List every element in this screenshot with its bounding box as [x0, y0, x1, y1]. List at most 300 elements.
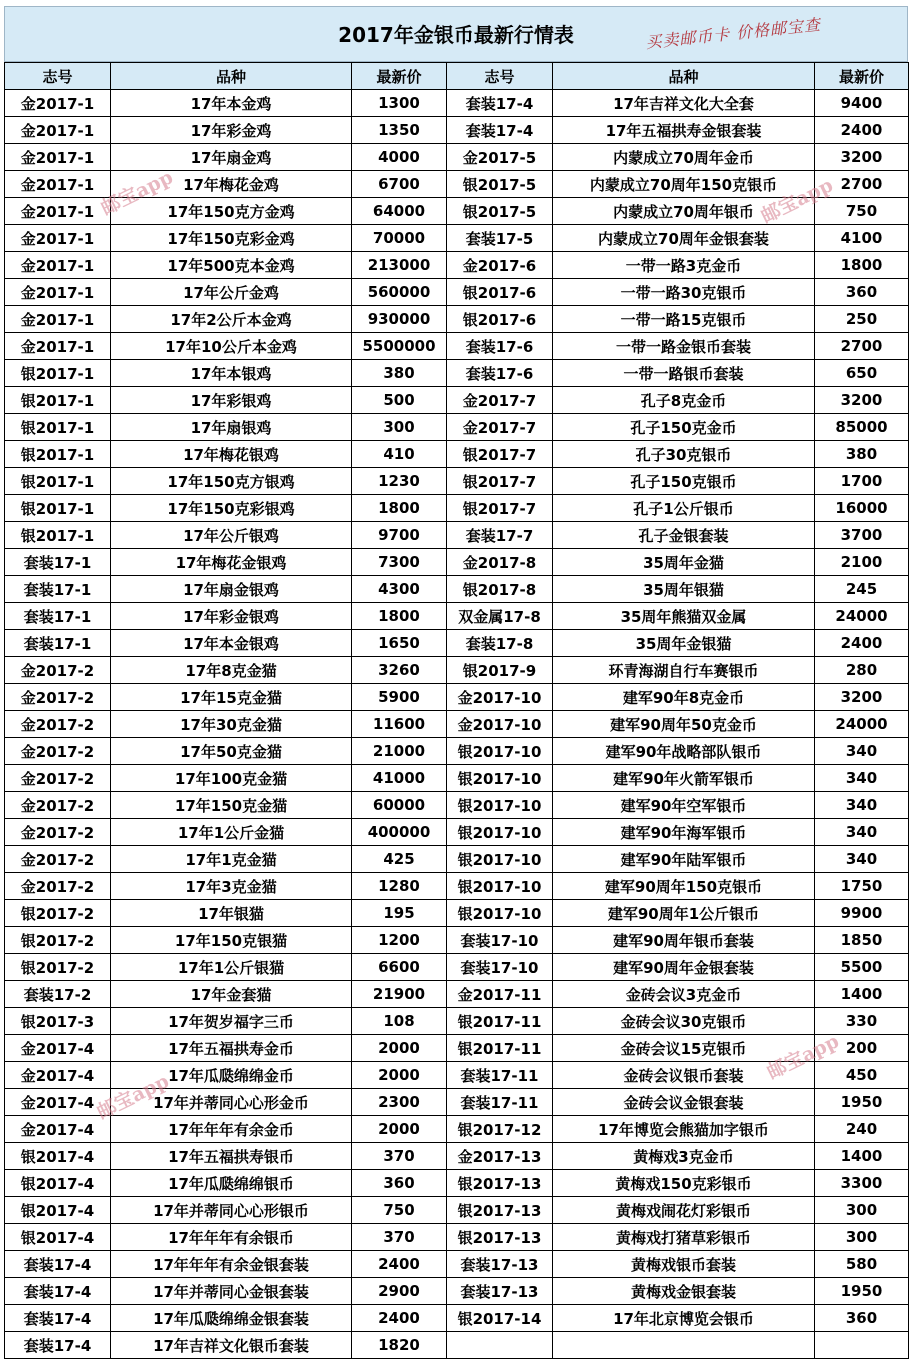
cell-price-left: 7300: [352, 549, 447, 576]
cell-variety-right: 孔子150克银币: [553, 468, 815, 495]
cell-variety-right: 黄梅戏金银套装: [553, 1278, 815, 1305]
header-price-right: 最新价: [815, 63, 909, 90]
cell-variety-left: 17年彩金鸡: [111, 117, 352, 144]
cell-variety-left: 17年年年有余金币: [111, 1116, 352, 1143]
cell-code-right: 银2017-5: [447, 198, 553, 225]
table-row: [5, 1278, 909, 1305]
cell-variety-left: 17年公斤银鸡: [111, 522, 352, 549]
cell-code-left: 套装17-1: [5, 603, 111, 630]
cell-price-right: 1800: [815, 252, 909, 279]
header-variety-left: 品种: [111, 63, 352, 90]
table-row: [5, 1089, 909, 1116]
table-row: [5, 198, 909, 225]
cell-code-left: 银2017-1: [5, 468, 111, 495]
cell-price-right: 280: [815, 657, 909, 684]
cell-variety-right: 建军90周年150克银币: [553, 873, 815, 900]
cell-variety-right: 一带一路30克银币: [553, 279, 815, 306]
cell-variety-right: 金砖会议30克银币: [553, 1008, 815, 1035]
price-sheet: [4, 6, 908, 1359]
table-row: [5, 576, 909, 603]
cell-variety-left: 17年1克金猫: [111, 846, 352, 873]
cell-code-left: 套装17-1: [5, 630, 111, 657]
cell-code-right: 银2017-5: [447, 171, 553, 198]
cell-code-left: 金2017-1: [5, 90, 111, 117]
cell-variety-right: 建军90周年50克金币: [553, 711, 815, 738]
cell-price-right: 3200: [815, 144, 909, 171]
cell-code-left: 金2017-1: [5, 252, 111, 279]
cell-price-left: 9700: [352, 522, 447, 549]
cell-price-right: 24000: [815, 711, 909, 738]
cell-price-left: 2000: [352, 1062, 447, 1089]
cell-variety-left: 17年150克方金鸡: [111, 198, 352, 225]
cell-code-right: 银2017-6: [447, 306, 553, 333]
cell-price-right: 380: [815, 441, 909, 468]
cell-code-left: 银2017-1: [5, 522, 111, 549]
cell-price-left: 400000: [352, 819, 447, 846]
cell-code-right: 银2017-13: [447, 1170, 553, 1197]
cell-variety-right: 内蒙成立70周年金币: [553, 144, 815, 171]
cell-price-right: 1750: [815, 873, 909, 900]
table-row: [5, 387, 909, 414]
table-row: [5, 171, 909, 198]
cell-price-right: 1950: [815, 1278, 909, 1305]
cell-code-right: 银2017-6: [447, 279, 553, 306]
cell-code-left: 金2017-2: [5, 657, 111, 684]
cell-price-left: 1230: [352, 468, 447, 495]
table-row: [5, 333, 909, 360]
cell-variety-right: 金砖会议银币套装: [553, 1062, 815, 1089]
header-variety-right: 品种: [553, 63, 815, 90]
table-row: [5, 468, 909, 495]
cell-price-left: 300: [352, 414, 447, 441]
cell-variety-left: 17年五福拱寿银币: [111, 1143, 352, 1170]
cell-variety-left: 17年瓜瓞绵绵金银套装: [111, 1305, 352, 1332]
cell-code-right: 银2017-14: [447, 1305, 553, 1332]
cell-variety-left: 17年15克金猫: [111, 684, 352, 711]
cell-variety-left: 17年100克金猫: [111, 765, 352, 792]
cell-variety-left: 17年2公斤本金鸡: [111, 306, 352, 333]
cell-price-right: 9400: [815, 90, 909, 117]
cell-variety-right: 黄梅戏3克金币: [553, 1143, 815, 1170]
cell-code-right: 金2017-8: [447, 549, 553, 576]
cell-variety-right: 35周年熊猫双金属: [553, 603, 815, 630]
cell-price-left: 370: [352, 1143, 447, 1170]
cell-code-left: 银2017-2: [5, 927, 111, 954]
table-row: [5, 738, 909, 765]
cell-price-right: [815, 1332, 909, 1359]
cell-price-right: 16000: [815, 495, 909, 522]
cell-variety-right: 建军90周年银币套装: [553, 927, 815, 954]
table-row: [5, 873, 909, 900]
cell-code-right: 银2017-11: [447, 1035, 553, 1062]
cell-price-right: 2100: [815, 549, 909, 576]
cell-code-right: 银2017-10: [447, 819, 553, 846]
table-row: [5, 279, 909, 306]
table-row: [5, 90, 909, 117]
page-title: 2017年金银币最新行情表: [338, 23, 574, 47]
cell-variety-left: 17年扇金银鸡: [111, 576, 352, 603]
cell-variety-left: 17年本银鸡: [111, 360, 352, 387]
cell-variety-left: 17年五福拱寿金币: [111, 1035, 352, 1062]
cell-price-right: 200: [815, 1035, 909, 1062]
cell-price-right: 3200: [815, 387, 909, 414]
cell-price-left: 5900: [352, 684, 447, 711]
cell-code-left: 套装17-4: [5, 1305, 111, 1332]
cell-variety-right: 内蒙成立70周年银币: [553, 198, 815, 225]
cell-price-left: 500: [352, 387, 447, 414]
cell-price-right: 2400: [815, 630, 909, 657]
cell-variety-right: 35周年金银猫: [553, 630, 815, 657]
cell-code-right: 金2017-13: [447, 1143, 553, 1170]
cell-price-left: 370: [352, 1224, 447, 1251]
cell-code-left: 套装17-2: [5, 981, 111, 1008]
cell-price-left: 11600: [352, 711, 447, 738]
table-row: [5, 414, 909, 441]
cell-price-right: 1700: [815, 468, 909, 495]
cell-price-left: 4300: [352, 576, 447, 603]
cell-price-left: 6600: [352, 954, 447, 981]
cell-price-right: 1400: [815, 981, 909, 1008]
header-code-left: 志号: [5, 63, 111, 90]
cell-code-left: 金2017-1: [5, 144, 111, 171]
cell-code-left: 套装17-4: [5, 1251, 111, 1278]
cell-code-right: 套装17-4: [447, 90, 553, 117]
cell-variety-left: 17年并蒂同心金银套装: [111, 1278, 352, 1305]
cell-code-right: 银2017-10: [447, 873, 553, 900]
table-row: [5, 225, 909, 252]
cell-price-right: 360: [815, 279, 909, 306]
cell-price-right: 3300: [815, 1170, 909, 1197]
table-row: [5, 603, 909, 630]
cell-code-left: 银2017-4: [5, 1170, 111, 1197]
cell-price-right: 340: [815, 846, 909, 873]
cell-price-left: 1280: [352, 873, 447, 900]
cell-variety-left: 17年3克金猫: [111, 873, 352, 900]
cell-variety-left: 17年年年有余银币: [111, 1224, 352, 1251]
cell-price-left: 2400: [352, 1251, 447, 1278]
cell-code-left: 金2017-2: [5, 711, 111, 738]
table-row: [5, 549, 909, 576]
cell-variety-right: 黄梅戏150克彩银币: [553, 1170, 815, 1197]
watermark: 邮宝app: [97, 166, 177, 220]
table-row: [5, 1305, 909, 1332]
cell-price-right: 250: [815, 306, 909, 333]
cell-price-left: 3260: [352, 657, 447, 684]
cell-price-right: 2700: [815, 333, 909, 360]
table-row: [5, 657, 909, 684]
cell-variety-right: 建军90周年1公斤银币: [553, 900, 815, 927]
cell-code-left: 银2017-1: [5, 495, 111, 522]
cell-variety-left: 17年年年有余金银套装: [111, 1251, 352, 1278]
cell-code-left: 金2017-2: [5, 738, 111, 765]
cell-variety-right: 17年吉祥文化大全套: [553, 90, 815, 117]
table-row: [5, 1143, 909, 1170]
cell-price-left: 2000: [352, 1116, 447, 1143]
table-row: [5, 522, 909, 549]
cell-code-right: 金2017-7: [447, 414, 553, 441]
cell-code-right: 套装17-7: [447, 522, 553, 549]
cell-variety-right: 35周年金猫: [553, 549, 815, 576]
cell-code-left: 金2017-2: [5, 819, 111, 846]
cell-price-right: 580: [815, 1251, 909, 1278]
cell-code-left: 金2017-2: [5, 684, 111, 711]
cell-price-right: 9900: [815, 900, 909, 927]
cell-code-left: 银2017-2: [5, 954, 111, 981]
watermark: 邮宝app: [763, 1030, 843, 1084]
price-table: [4, 62, 909, 1359]
cell-code-right: 银2017-10: [447, 900, 553, 927]
cell-code-right: 银2017-11: [447, 1008, 553, 1035]
cell-code-left: 金2017-1: [5, 171, 111, 198]
cell-price-right: 2400: [815, 117, 909, 144]
cell-code-left: 套装17-1: [5, 576, 111, 603]
cell-variety-left: 17年梅花银鸡: [111, 441, 352, 468]
table-row: [5, 927, 909, 954]
cell-code-left: 银2017-1: [5, 387, 111, 414]
cell-variety-left: 17年本金银鸡: [111, 630, 352, 657]
cell-code-left: 银2017-4: [5, 1143, 111, 1170]
cell-variety-right: 建军90年陆军银币: [553, 846, 815, 873]
table-row: [5, 1008, 909, 1035]
cell-price-right: 24000: [815, 603, 909, 630]
cell-variety-right: 一带一路3克金币: [553, 252, 815, 279]
cell-code-right: 套装17-4: [447, 117, 553, 144]
cell-code-left: 金2017-4: [5, 1089, 111, 1116]
cell-code-right: 金2017-7: [447, 387, 553, 414]
table-row: [5, 1224, 909, 1251]
cell-price-left: 750: [352, 1197, 447, 1224]
title-watermark: 买卖邮币卡 价格邮宝查: [644, 14, 822, 53]
cell-price-left: 60000: [352, 792, 447, 819]
cell-price-left: 380: [352, 360, 447, 387]
cell-variety-left: 17年扇银鸡: [111, 414, 352, 441]
table-row: [5, 1170, 909, 1197]
table-row: [5, 846, 909, 873]
cell-code-right: 套装17-5: [447, 225, 553, 252]
cell-variety-left: 17年并蒂同心心形银币: [111, 1197, 352, 1224]
cell-price-right: 300: [815, 1197, 909, 1224]
cell-code-right: 套装17-8: [447, 630, 553, 657]
cell-code-left: 金2017-1: [5, 117, 111, 144]
cell-variety-left: 17年彩银鸡: [111, 387, 352, 414]
cell-code-right: 银2017-9: [447, 657, 553, 684]
cell-variety-right: 17年北京博览会银币: [553, 1305, 815, 1332]
cell-price-left: 410: [352, 441, 447, 468]
cell-code-right: 套装17-10: [447, 927, 553, 954]
cell-variety-right: 孔子金银套装: [553, 522, 815, 549]
cell-price-left: 70000: [352, 225, 447, 252]
cell-code-left: 银2017-1: [5, 360, 111, 387]
cell-price-right: 4100: [815, 225, 909, 252]
cell-price-left: 1650: [352, 630, 447, 657]
cell-price-right: 650: [815, 360, 909, 387]
cell-code-left: 金2017-1: [5, 198, 111, 225]
table-row: [5, 630, 909, 657]
cell-code-left: 套装17-1: [5, 549, 111, 576]
table-row: [5, 981, 909, 1008]
cell-variety-right: 建军90年8克金币: [553, 684, 815, 711]
cell-variety-right: 孔子30克银币: [553, 441, 815, 468]
cell-price-left: 1820: [352, 1332, 447, 1359]
table-row: [5, 1197, 909, 1224]
cell-price-left: 41000: [352, 765, 447, 792]
cell-variety-left: 17年银猫: [111, 900, 352, 927]
cell-variety-left: 17年梅花金银鸡: [111, 549, 352, 576]
cell-code-right: 银2017-7: [447, 441, 553, 468]
cell-variety-right: 建军90周年金银套装: [553, 954, 815, 981]
cell-code-left: 金2017-4: [5, 1116, 111, 1143]
cell-variety-right: 17年博览会熊猫加字银币: [553, 1116, 815, 1143]
cell-variety-left: 17年1公斤金猫: [111, 819, 352, 846]
cell-code-left: 金2017-4: [5, 1062, 111, 1089]
cell-price-left: 21000: [352, 738, 447, 765]
cell-price-left: 560000: [352, 279, 447, 306]
cell-price-left: 6700: [352, 171, 447, 198]
title-bar: [4, 6, 908, 62]
cell-variety-right: 内蒙成立70周年金银套装: [553, 225, 815, 252]
cell-price-left: 2900: [352, 1278, 447, 1305]
cell-variety-left: 17年10公斤本金鸡: [111, 333, 352, 360]
cell-code-left: 银2017-1: [5, 414, 111, 441]
cell-code-right: [447, 1332, 553, 1359]
cell-variety-right: 35周年银猫: [553, 576, 815, 603]
cell-price-right: 340: [815, 765, 909, 792]
cell-code-left: 银2017-1: [5, 441, 111, 468]
table-row: [5, 711, 909, 738]
cell-price-right: 340: [815, 819, 909, 846]
cell-code-right: 银2017-13: [447, 1197, 553, 1224]
cell-code-left: 金2017-1: [5, 306, 111, 333]
cell-variety-left: 17年150克彩金鸡: [111, 225, 352, 252]
cell-code-right: 套装17-11: [447, 1062, 553, 1089]
table-row: [5, 495, 909, 522]
cell-code-right: 套装17-6: [447, 333, 553, 360]
cell-variety-left: 17年金套猫: [111, 981, 352, 1008]
cell-variety-right: 孔子1公斤银币: [553, 495, 815, 522]
cell-code-left: 银2017-2: [5, 900, 111, 927]
cell-variety-left: 17年梅花金鸡: [111, 171, 352, 198]
cell-price-left: 425: [352, 846, 447, 873]
table-row: [5, 360, 909, 387]
cell-price-left: 2400: [352, 1305, 447, 1332]
cell-code-right: 银2017-7: [447, 495, 553, 522]
cell-code-right: 银2017-10: [447, 846, 553, 873]
cell-price-right: 240: [815, 1116, 909, 1143]
cell-variety-right: 内蒙成立70周年150克银币: [553, 171, 815, 198]
cell-variety-right: 一带一路15克银币: [553, 306, 815, 333]
cell-code-right: 套装17-11: [447, 1089, 553, 1116]
cell-variety-right: 一带一路银币套装: [553, 360, 815, 387]
cell-code-right: 金2017-11: [447, 981, 553, 1008]
table-row: [5, 144, 909, 171]
cell-variety-right: 环青海湖自行车赛银币: [553, 657, 815, 684]
cell-code-right: 套装17-13: [447, 1251, 553, 1278]
cell-price-right: 330: [815, 1008, 909, 1035]
cell-variety-left: 17年150克方银鸡: [111, 468, 352, 495]
cell-variety-left: 17年吉祥文化银币套装: [111, 1332, 352, 1359]
cell-code-right: 金2017-10: [447, 711, 553, 738]
cell-price-left: 1800: [352, 495, 447, 522]
cell-price-left: 360: [352, 1170, 447, 1197]
header-price-left: 最新价: [352, 63, 447, 90]
cell-price-left: 2000: [352, 1035, 447, 1062]
table-row: [5, 441, 909, 468]
cell-variety-left: 17年8克金猫: [111, 657, 352, 684]
cell-variety-right: 建军90年火箭军银币: [553, 765, 815, 792]
cell-code-right: 银2017-8: [447, 576, 553, 603]
cell-code-right: 套装17-13: [447, 1278, 553, 1305]
cell-code-right: 金2017-6: [447, 252, 553, 279]
cell-code-left: 银2017-4: [5, 1224, 111, 1251]
cell-variety-left: 17年30克金猫: [111, 711, 352, 738]
cell-variety-left: 17年扇金鸡: [111, 144, 352, 171]
cell-price-right: 340: [815, 738, 909, 765]
cell-price-left: 64000: [352, 198, 447, 225]
cell-code-left: 金2017-2: [5, 792, 111, 819]
cell-variety-left: 17年本金鸡: [111, 90, 352, 117]
cell-variety-left: 17年瓜瓞绵绵银币: [111, 1170, 352, 1197]
cell-price-right: 1850: [815, 927, 909, 954]
table-row: [5, 792, 909, 819]
cell-price-right: 85000: [815, 414, 909, 441]
table-row: [5, 252, 909, 279]
table-row: [5, 117, 909, 144]
cell-variety-right: 孔子150克金币: [553, 414, 815, 441]
cell-price-left: 930000: [352, 306, 447, 333]
cell-price-left: 1200: [352, 927, 447, 954]
cell-variety-right: [553, 1332, 815, 1359]
cell-price-right: 3700: [815, 522, 909, 549]
cell-variety-right: 金砖会议15克银币: [553, 1035, 815, 1062]
cell-code-left: 银2017-4: [5, 1197, 111, 1224]
cell-code-right: 银2017-7: [447, 468, 553, 495]
cell-price-left: 195: [352, 900, 447, 927]
cell-price-right: 360: [815, 1305, 909, 1332]
cell-variety-left: 17年50克金猫: [111, 738, 352, 765]
table-row: [5, 900, 909, 927]
cell-variety-right: 黄梅戏银币套装: [553, 1251, 815, 1278]
cell-variety-right: 金砖会议3克金币: [553, 981, 815, 1008]
cell-code-left: 金2017-2: [5, 873, 111, 900]
cell-price-left: 5500000: [352, 333, 447, 360]
cell-code-right: 银2017-10: [447, 738, 553, 765]
table-row: [5, 306, 909, 333]
cell-code-left: 银2017-3: [5, 1008, 111, 1035]
cell-code-left: 金2017-4: [5, 1035, 111, 1062]
cell-code-right: 银2017-13: [447, 1224, 553, 1251]
header-row: [5, 63, 909, 90]
cell-code-left: 金2017-1: [5, 225, 111, 252]
header-code-right: 志号: [447, 63, 553, 90]
cell-code-left: 金2017-1: [5, 333, 111, 360]
cell-price-left: 21900: [352, 981, 447, 1008]
cell-code-right: 套装17-6: [447, 360, 553, 387]
cell-price-right: 750: [815, 198, 909, 225]
cell-price-left: 1800: [352, 603, 447, 630]
cell-variety-left: 17年150克彩银鸡: [111, 495, 352, 522]
cell-code-left: 金2017-2: [5, 765, 111, 792]
cell-variety-right: 一带一路金银币套装: [553, 333, 815, 360]
cell-price-left: 2300: [352, 1089, 447, 1116]
table-row: [5, 1062, 909, 1089]
cell-variety-right: 建军90年战略部队银币: [553, 738, 815, 765]
cell-code-right: 金2017-10: [447, 684, 553, 711]
cell-code-left: 套装17-4: [5, 1332, 111, 1359]
cell-code-left: 套装17-4: [5, 1278, 111, 1305]
table-row: [5, 819, 909, 846]
cell-variety-right: 黄梅戏打猪草彩银币: [553, 1224, 815, 1251]
cell-code-right: 双金属17-8: [447, 603, 553, 630]
